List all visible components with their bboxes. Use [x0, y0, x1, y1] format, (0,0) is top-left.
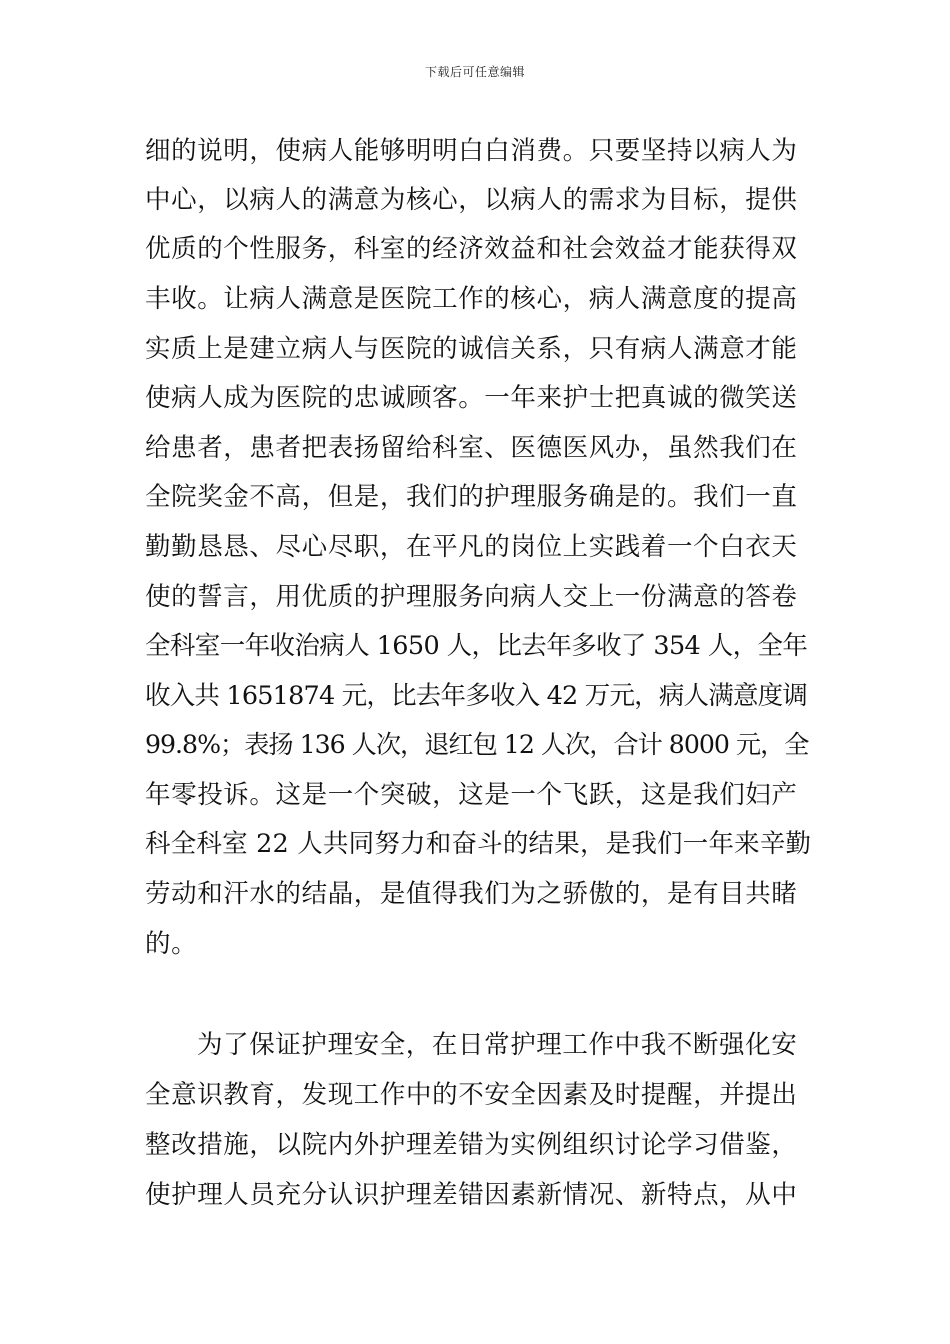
- text-line: 为了保证护理安全，在日常护理工作中我不断强化安: [197, 1030, 798, 1060]
- text-line: 科全科室 22 人共同努力和奋斗的结果，是我们一年来辛勤: [145, 829, 812, 859]
- text-line: 使护理人员充分认识护理差错因素新情况、新特点，从中: [145, 1180, 798, 1210]
- text-line: 优质的个性服务，科室的经济效益和社会效益才能获得双: [145, 234, 798, 264]
- text-line: 细的说明，使病人能够明明白白消费。只要坚持以病人为: [145, 136, 798, 166]
- text-line: 给患者，患者把表扬留给科室、医德医风办，虽然我们在: [145, 433, 798, 463]
- text-line: 使的誓言，用优质的护理服务向病人交上一份满意的答卷: [145, 582, 798, 612]
- text-line: 丰收。让病人满意是医院工作的核心，病人满意度的提高: [145, 284, 798, 314]
- text-line: 收入共 1651874 元，比去年多收入 42 万元，病人满意度调: [145, 681, 808, 711]
- text-line: 劳动和汗水的结晶，是值得我们为之骄傲的，是有目共睹: [145, 879, 798, 909]
- text-line: 实质上是建立病人与医院的诚信关系，只有病人满意才能: [145, 334, 798, 364]
- text-line: 的。: [145, 929, 198, 959]
- text-line: 全院奖金不高，但是，我们的护理服务确是的。我们一直: [145, 482, 798, 512]
- text-line: 年零投诉。这是一个突破，这是一个飞跃，这是我们妇产: [145, 780, 798, 810]
- text-line: 勤勤恳恳、尽心尽职，在平凡的岗位上实践着一个白衣天: [145, 532, 798, 562]
- text-line: 中心，以病人的满意为核心，以病人的需求为目标，提供: [145, 185, 798, 215]
- text-line: 全意识教育，发现工作中的不安全因素及时提醒，并提出: [145, 1080, 798, 1110]
- text-line: 99.8%；表扬 136 人次，退红包 12 人次，合计 8000 元，全: [145, 730, 809, 759]
- page-header: 下载后可任意编辑: [424, 65, 525, 79]
- text-line: 使病人成为医院的忠诚顾客。一年来护士把真诚的微笑送: [145, 383, 798, 413]
- text-line: 整改措施，以院内外护理差错为实例组织讨论学习借鉴，: [145, 1130, 798, 1160]
- text-line: 全科室一年收治病人 1650 人，比去年多收了 354 人，全年: [145, 631, 808, 661]
